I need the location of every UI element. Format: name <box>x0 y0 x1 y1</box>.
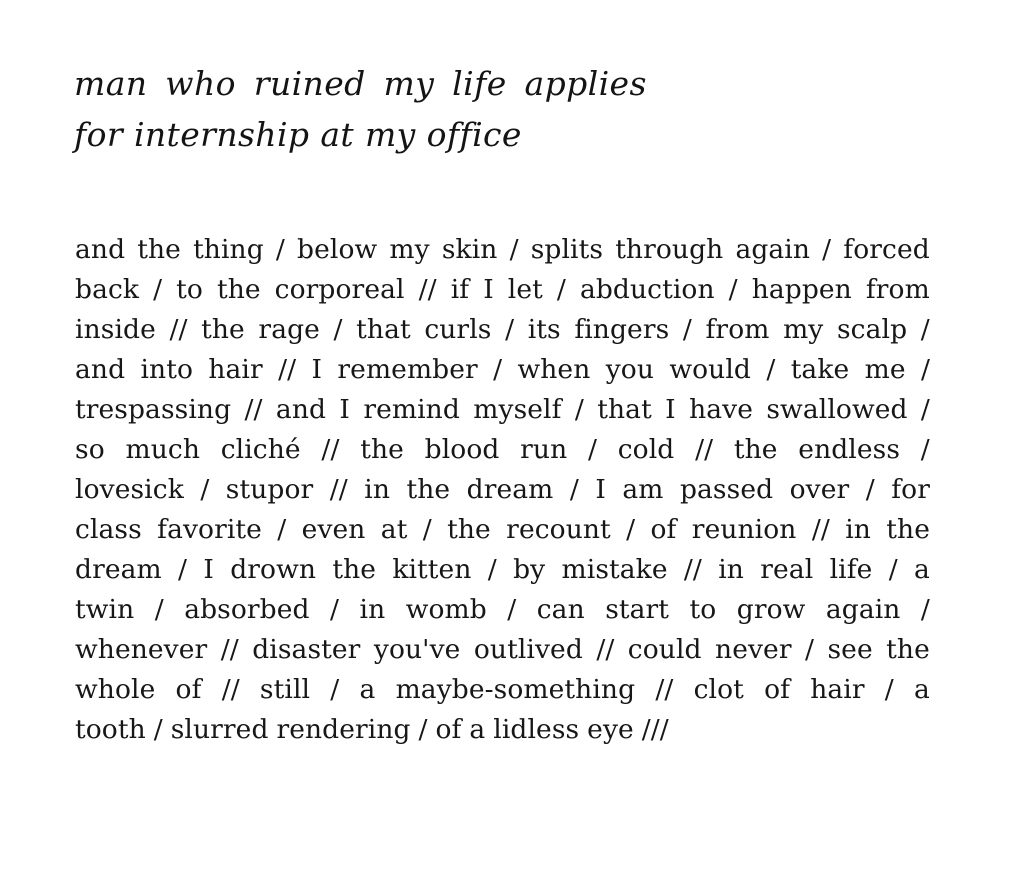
poem-word: in <box>718 554 744 585</box>
poem-word: over <box>789 474 850 505</box>
poem-word: at <box>380 514 408 545</box>
poem-word: the <box>137 234 181 265</box>
poem-word: / <box>330 674 340 705</box>
poem-word: / <box>822 234 832 265</box>
poem-line <box>75 630 930 670</box>
poem-word: so <box>75 434 105 465</box>
poem-word: stupor <box>225 474 314 505</box>
poem-word: maybe-something <box>395 674 636 705</box>
poem-word: cold <box>617 434 675 465</box>
poem-word: could <box>627 634 702 665</box>
poem-word: a <box>914 674 930 705</box>
poem-line <box>75 230 930 270</box>
poem-word: the <box>886 634 930 665</box>
poem-word: / <box>626 514 636 545</box>
poem-word: dream <box>75 554 162 585</box>
poem-word: trespassing <box>75 394 232 425</box>
poem-line <box>75 470 930 510</box>
poem-word: never <box>715 634 792 665</box>
poem-word: rage <box>258 314 320 345</box>
title-line-1: man who ruined my life applies <box>74 64 647 103</box>
poem-word: / <box>920 434 930 465</box>
poem-word: a <box>914 554 930 585</box>
poem-word: hair <box>810 674 865 705</box>
poem-word: / <box>920 354 930 385</box>
poem-word: grow <box>736 594 806 625</box>
poem-word: favorite <box>157 514 262 545</box>
poem-word: / <box>418 714 428 745</box>
poem-word: still <box>259 674 311 705</box>
poem-word: / <box>505 314 515 345</box>
poem-word: whenever <box>75 634 208 665</box>
poem-word: fingers <box>574 314 670 345</box>
poem-body <box>75 230 930 750</box>
poem-line <box>75 510 930 550</box>
poem-word: reunion <box>691 514 797 545</box>
poem-word: curls <box>424 314 492 345</box>
poem-word: of <box>435 714 462 745</box>
poem-word: of <box>650 514 677 545</box>
poem-word: back <box>75 274 140 305</box>
poem-word: // <box>683 554 702 585</box>
poem-word: / <box>569 474 579 505</box>
poem-word: / <box>805 634 815 665</box>
poem-word: outlived <box>473 634 583 665</box>
poem-word: kitten <box>392 554 472 585</box>
poem-word: / <box>920 314 930 345</box>
poem-word: the <box>406 474 451 505</box>
poem-word: I <box>311 354 323 385</box>
poem-word: start <box>605 594 670 625</box>
poem-word: class <box>75 514 142 545</box>
poem-word: / <box>330 594 340 625</box>
poem-word: / <box>153 274 163 305</box>
title-line-2: for internship at my office <box>74 115 522 155</box>
poem-word: and <box>275 394 327 425</box>
poem-word: would <box>669 354 751 385</box>
poem-word: the <box>332 554 377 585</box>
poem-word: inside <box>75 314 156 345</box>
poem-word: // <box>321 434 340 465</box>
poem-word: / <box>587 434 598 465</box>
poem-word: I <box>665 394 676 425</box>
poem-word: // <box>221 674 240 705</box>
poem-word: womb <box>405 594 487 625</box>
poem-word: even <box>301 514 366 545</box>
poem-line <box>75 710 930 750</box>
poem-word: run <box>520 434 568 465</box>
poem-word: / <box>275 234 285 265</box>
poem-word: and <box>75 354 126 385</box>
poem-word: // <box>596 634 615 665</box>
poem-word: can <box>536 594 585 625</box>
poem-line <box>75 550 930 590</box>
poem-word: recount <box>506 514 611 545</box>
poem-word: / <box>422 514 432 545</box>
poem-word: /// <box>641 714 669 745</box>
poem-word: passed <box>679 474 774 505</box>
poem-word: that <box>356 314 411 345</box>
poem-word: rendering <box>276 714 411 745</box>
poem-word: tooth <box>75 714 146 745</box>
poem-word: slurred <box>170 714 269 745</box>
poem-word: myself <box>473 394 562 425</box>
poem-word: abduction <box>579 274 715 305</box>
poem-word: // <box>220 634 239 665</box>
poem-word: / <box>154 594 164 625</box>
poem-word: eye <box>587 714 634 745</box>
poem-word: I <box>203 554 214 585</box>
poem-word: / <box>682 314 692 345</box>
poem-word: skin <box>441 234 498 265</box>
poem-word: // <box>418 274 437 305</box>
poem-word: much <box>125 434 200 465</box>
page-title <box>74 58 774 160</box>
poem-word: thing <box>193 234 264 265</box>
poem-word: corporeal <box>274 274 405 305</box>
poem-word: // <box>655 674 674 705</box>
poem-line <box>75 590 930 630</box>
poem-word: I <box>339 394 350 425</box>
poem-word: / <box>728 274 738 305</box>
poem-word: from <box>865 274 930 305</box>
poem-word: from <box>705 314 770 345</box>
poem-word: of <box>764 674 791 705</box>
poem-line <box>75 390 930 430</box>
poem-word: lovesick <box>75 474 184 505</box>
poem-word: / <box>277 514 287 545</box>
poem-word: if <box>450 274 470 305</box>
poem-word: // <box>811 514 830 545</box>
poem-word: to <box>689 594 717 625</box>
poem-word: I <box>595 474 606 505</box>
poem-word: am <box>622 474 664 505</box>
poem-word: / <box>153 714 163 745</box>
poem-word: / <box>574 394 584 425</box>
poem-word: splits <box>530 234 604 265</box>
poem-word: life <box>829 554 873 585</box>
poem-word: in <box>364 474 391 505</box>
poem-word: swallowed <box>766 394 908 425</box>
poem-word: me <box>864 354 906 385</box>
poem-word: / <box>884 674 894 705</box>
poem-word: for <box>891 474 930 505</box>
poem-word: through <box>615 234 724 265</box>
poem-word: / <box>200 474 210 505</box>
poem-word: / <box>865 474 875 505</box>
poem-word: cliché <box>220 434 301 465</box>
poem-word: clot <box>693 674 744 705</box>
poem-word: the <box>360 434 404 465</box>
poem-word: / <box>333 314 343 345</box>
poem-word: blood <box>424 434 500 465</box>
poem-word: let <box>507 274 543 305</box>
poem-word: a <box>469 714 486 745</box>
poem-line <box>75 430 930 470</box>
poem-word: absorbed <box>184 594 310 625</box>
poem-word: by <box>513 554 546 585</box>
poem-word: that <box>597 394 652 425</box>
poem-word: / <box>920 594 930 625</box>
poem-word: you've <box>373 634 461 665</box>
poem-word: // <box>329 474 348 505</box>
poem-word: its <box>527 314 561 345</box>
poem-line <box>75 350 930 390</box>
poem-word: when <box>517 354 591 385</box>
poem-word: disaster <box>252 634 361 665</box>
poem-word: my <box>389 234 430 265</box>
poem-word: in <box>359 594 386 625</box>
poem-line <box>75 270 930 310</box>
poem-word: in <box>845 514 871 545</box>
poem-word: forced <box>843 234 930 265</box>
poem-word: / <box>509 234 519 265</box>
poem-word: endless <box>798 434 901 465</box>
poem-word: / <box>178 554 188 585</box>
poem-word: // <box>278 354 297 385</box>
poem-word: drown <box>230 554 317 585</box>
poem-word: lidless <box>493 714 580 745</box>
poem-word: a <box>359 674 376 705</box>
poem-word: again <box>735 234 811 265</box>
poem-word: / <box>556 274 566 305</box>
poem-word: mistake <box>561 554 668 585</box>
poem-word: I <box>483 274 494 305</box>
poem-word: scalp <box>836 314 908 345</box>
poem-word: twin <box>75 594 135 625</box>
poem-line <box>75 310 930 350</box>
poem-word: see <box>827 634 873 665</box>
poem-word: real <box>760 554 814 585</box>
poem-word: whole <box>75 674 156 705</box>
poem-word: remind <box>363 394 460 425</box>
poem-word: / <box>766 354 776 385</box>
poem-word: the <box>447 514 491 545</box>
poem-word: dream <box>466 474 554 505</box>
poem-word: remember <box>337 354 478 385</box>
poem-word: you <box>605 354 655 385</box>
poem-word: happen <box>751 274 852 305</box>
poem-word: the <box>733 434 778 465</box>
poem-word: to <box>176 274 203 305</box>
poem-word: / <box>920 394 930 425</box>
poem-word: my <box>783 314 824 345</box>
poem-word: / <box>493 354 503 385</box>
poem-word: // <box>244 394 263 425</box>
poem-word: / <box>888 554 898 585</box>
poem-word: of <box>175 674 202 705</box>
poem-word: the <box>201 314 245 345</box>
poem-word: below <box>297 234 378 265</box>
poem-word: / <box>507 594 517 625</box>
poem-word: take <box>790 354 850 385</box>
poem-word: // <box>169 314 188 345</box>
poem-word: and <box>75 234 126 265</box>
poem-word: // <box>695 434 714 465</box>
poem-word: the <box>886 514 930 545</box>
poem-word: the <box>216 274 261 305</box>
poem-word: / <box>487 554 497 585</box>
poem-word: again <box>825 594 901 625</box>
poem-word: hair <box>208 354 263 385</box>
poem-word: have <box>689 394 754 425</box>
poem-line <box>75 670 930 710</box>
poem-word: into <box>140 354 194 385</box>
